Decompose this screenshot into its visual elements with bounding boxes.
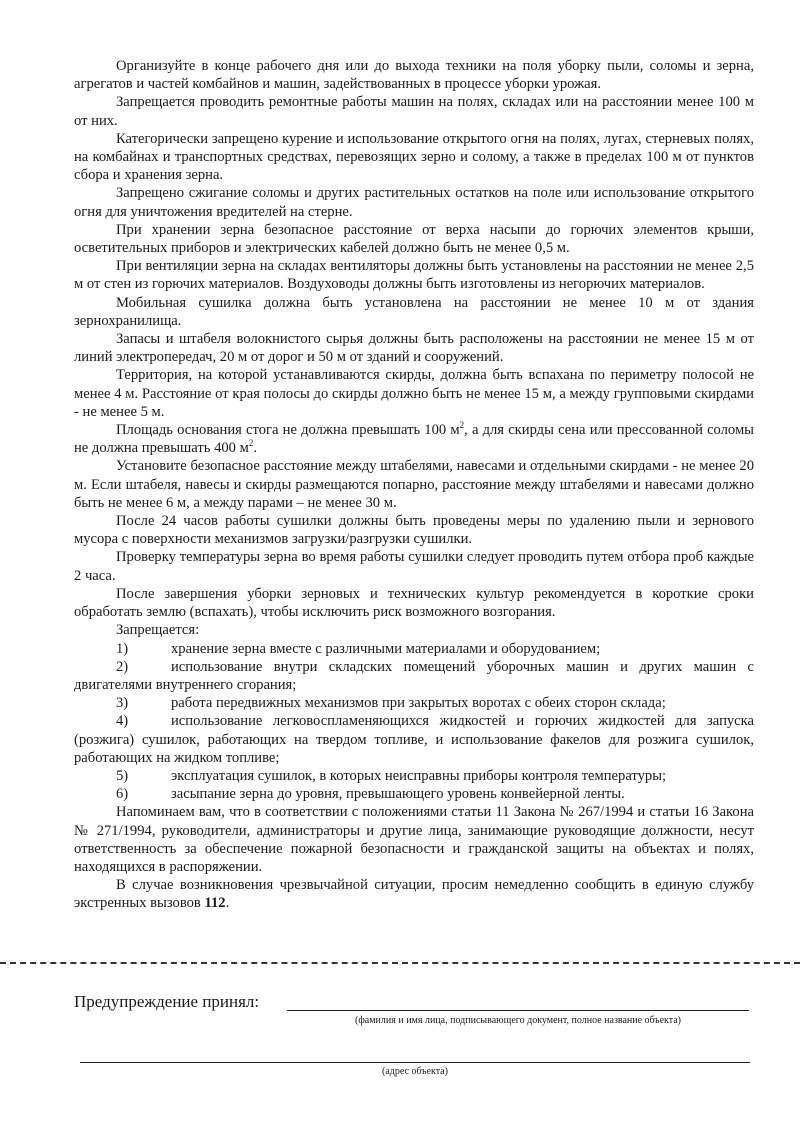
paragraph-temperature-check: Проверку температуры зерна во время работы сушилки следует проводить путем отбора проб каждые 2 часа. (74, 549, 754, 584)
paragraph-mobile-dryer: Мобильная сушилка должна быть установлена на расстоянии не менее 10 м от здания зернохранилища. (74, 294, 754, 329)
paragraph-smoking-ban: Категорически запрещено курение и использование открытого огня на полях, лугах, стерневых полях, на комбайнах и транспортных средствах, перевозящих зерно и солому, а также в пределах 100 м от пунктов сбора и хранения зерна. (74, 130, 754, 184)
signature-name-line[interactable] (287, 1010, 749, 1011)
area-sup-1: 2 (459, 420, 465, 431)
prohibition-text: хранение зерна вместе с различными материалами и оборудованием; (171, 640, 601, 657)
prohibition-text: эксплуатация сушилок, в которых неисправны приборы контроля температуры; (171, 767, 667, 784)
paragraph-safe-distance: Установите безопасное расстояние между штабелями, навесами и отдельными скирдами - не менее 20 м. Если штабеля, навесы и скирды размещаются попарно, расстояние между штабелями и навесами должно быть не менее 6 м, а между парами – не менее 30 м. (74, 458, 754, 511)
prohibition-text: работа передвижных механизмов при закрытых воротах с обеих сторон склада; (171, 695, 666, 712)
prohibition-item (74, 694, 754, 712)
emergency-end: . (225, 895, 230, 912)
emergency-text: В случае возникновения чрезвычайной ситуации, просим немедленно сообщить в единую службу экстренных вызовов (74, 877, 754, 912)
prohibition-number: 1) (116, 640, 129, 657)
paragraph-stack-area (74, 421, 754, 457)
paragraph-plowing: После завершения уборки зерновых и технических культур рекомендуется в короткие сроки обработать землю (вспахать), чтобы исключить риск возможного возгорания. (74, 585, 754, 621)
paragraph-cleanup: Организуйте в конце рабочего дня или до выхода техники на поля уборку пыли, соломы и зерна, агрегатов и частей комбайнов и машин, задействованных в процессе уборки урожая. (74, 58, 754, 93)
prohibition-item (74, 785, 754, 803)
prohibition-number: 6) (116, 786, 129, 803)
paragraph-legal-reminder: Напоминаем вам, что в соответствии с положениями статьи 11 Закона № 267/1994 и статьи 16 Закона № 271/1994, руководители, администраторы и другие лица, занимающие руководящие должности, несут ответственность за обеспечение пожарной безопасности и гражданской защиты на объектах и полях, находящихся в распоряжении. (74, 804, 754, 875)
signature-address-caption: (адрес объекта) (382, 1066, 448, 1077)
prohibition-number: 2) (116, 658, 129, 675)
paragraph-grain-storage: При хранении зерна безопасное расстояние от верха насыпи до горючих элементов крыши, осветительных приборов и электрических кабелей должно быть не менее 0,5 м. (74, 221, 754, 257)
cut-line-divider (0, 962, 800, 964)
prohibition-text: засыпание зерна до уровня, превышающего уровень конвейерной ленты. (171, 786, 625, 803)
prohibition-item (74, 640, 754, 658)
prohibition-number: 5) (116, 767, 129, 784)
paragraph-dryer-cleaning: После 24 часов работы сушилки должны быть проведены меры по удалению пыли и зернового мусора с поверхности механизмов загрузки/разгрузки сушилки. (74, 513, 754, 548)
paragraph-emergency (74, 876, 754, 912)
prohibition-item (74, 712, 754, 767)
area-text-2: , а для скирды сена или прессованной соломы не должна превышать 400 м (74, 422, 754, 457)
paragraph-fiber-stocks: Запасы и штабеля волокнистого сырья должны быть расположены на расстоянии не менее 15 м от линий электропередач, 20 м от дорог и 50 м от зданий и сооружений. (74, 331, 754, 366)
area-sup-2: 2 (248, 438, 254, 449)
warning-received-label: Предупреждение принял: (74, 992, 260, 1011)
paragraph-ventilation: При вентиляции зерна на складах вентиляторы должны быть установлены на расстоянии не менее 2,5 м от стен из горючих материалов. Воздуховоды должны быть изготовлены из негорючих материалов. (74, 258, 754, 293)
document-body (74, 57, 754, 913)
prohibition-item (74, 658, 754, 694)
area-text-3: . (253, 440, 257, 457)
prohibition-number: 4) (116, 713, 129, 730)
paragraph-prohibited-heading: Запрещается: (116, 622, 200, 639)
paragraph-burning-ban: Запрещено сжигание соломы и других растительных остатков на поле или использование открытого огня для уничтожения вредителей на стерне. (74, 185, 754, 220)
paragraph-stacks-territory: Территория, на которой устанавливаются скирды, должна быть вспахана по периметру полосой не менее 4 м. Расстояние от края полосы до скирды должно быть не менее 15 м, а между групповыми скирдами - не менее 5 м. (74, 367, 754, 420)
signature-address-line[interactable] (80, 1062, 750, 1063)
area-text-1: Площадь основания стога не должна превышать 100 м (116, 422, 460, 439)
prohibition-text: использование внутри складских помещений уборочных машин и других машин с двигателями внутреннего сгорания; (74, 658, 754, 693)
prohibition-number: 3) (116, 695, 129, 712)
emergency-number: 112 (204, 895, 226, 912)
paragraph-repair-ban: Запрещается проводить ремонтные работы машин на полях, складах или на расстоянии менее 100 м от них. (74, 94, 754, 129)
prohibition-item (74, 767, 754, 785)
prohibition-text: использование легковоспламеняющихся жидкостей и горючих жидкостей для запуска (розжига) сушилок, работающих на твердом топливе, и использование факелов для розжига сушилок, работающих на жидком топливе; (74, 713, 754, 766)
signature-name-caption: (фамилия и имя лица, подписывающего документ, полное название объекта) (354, 1015, 681, 1026)
